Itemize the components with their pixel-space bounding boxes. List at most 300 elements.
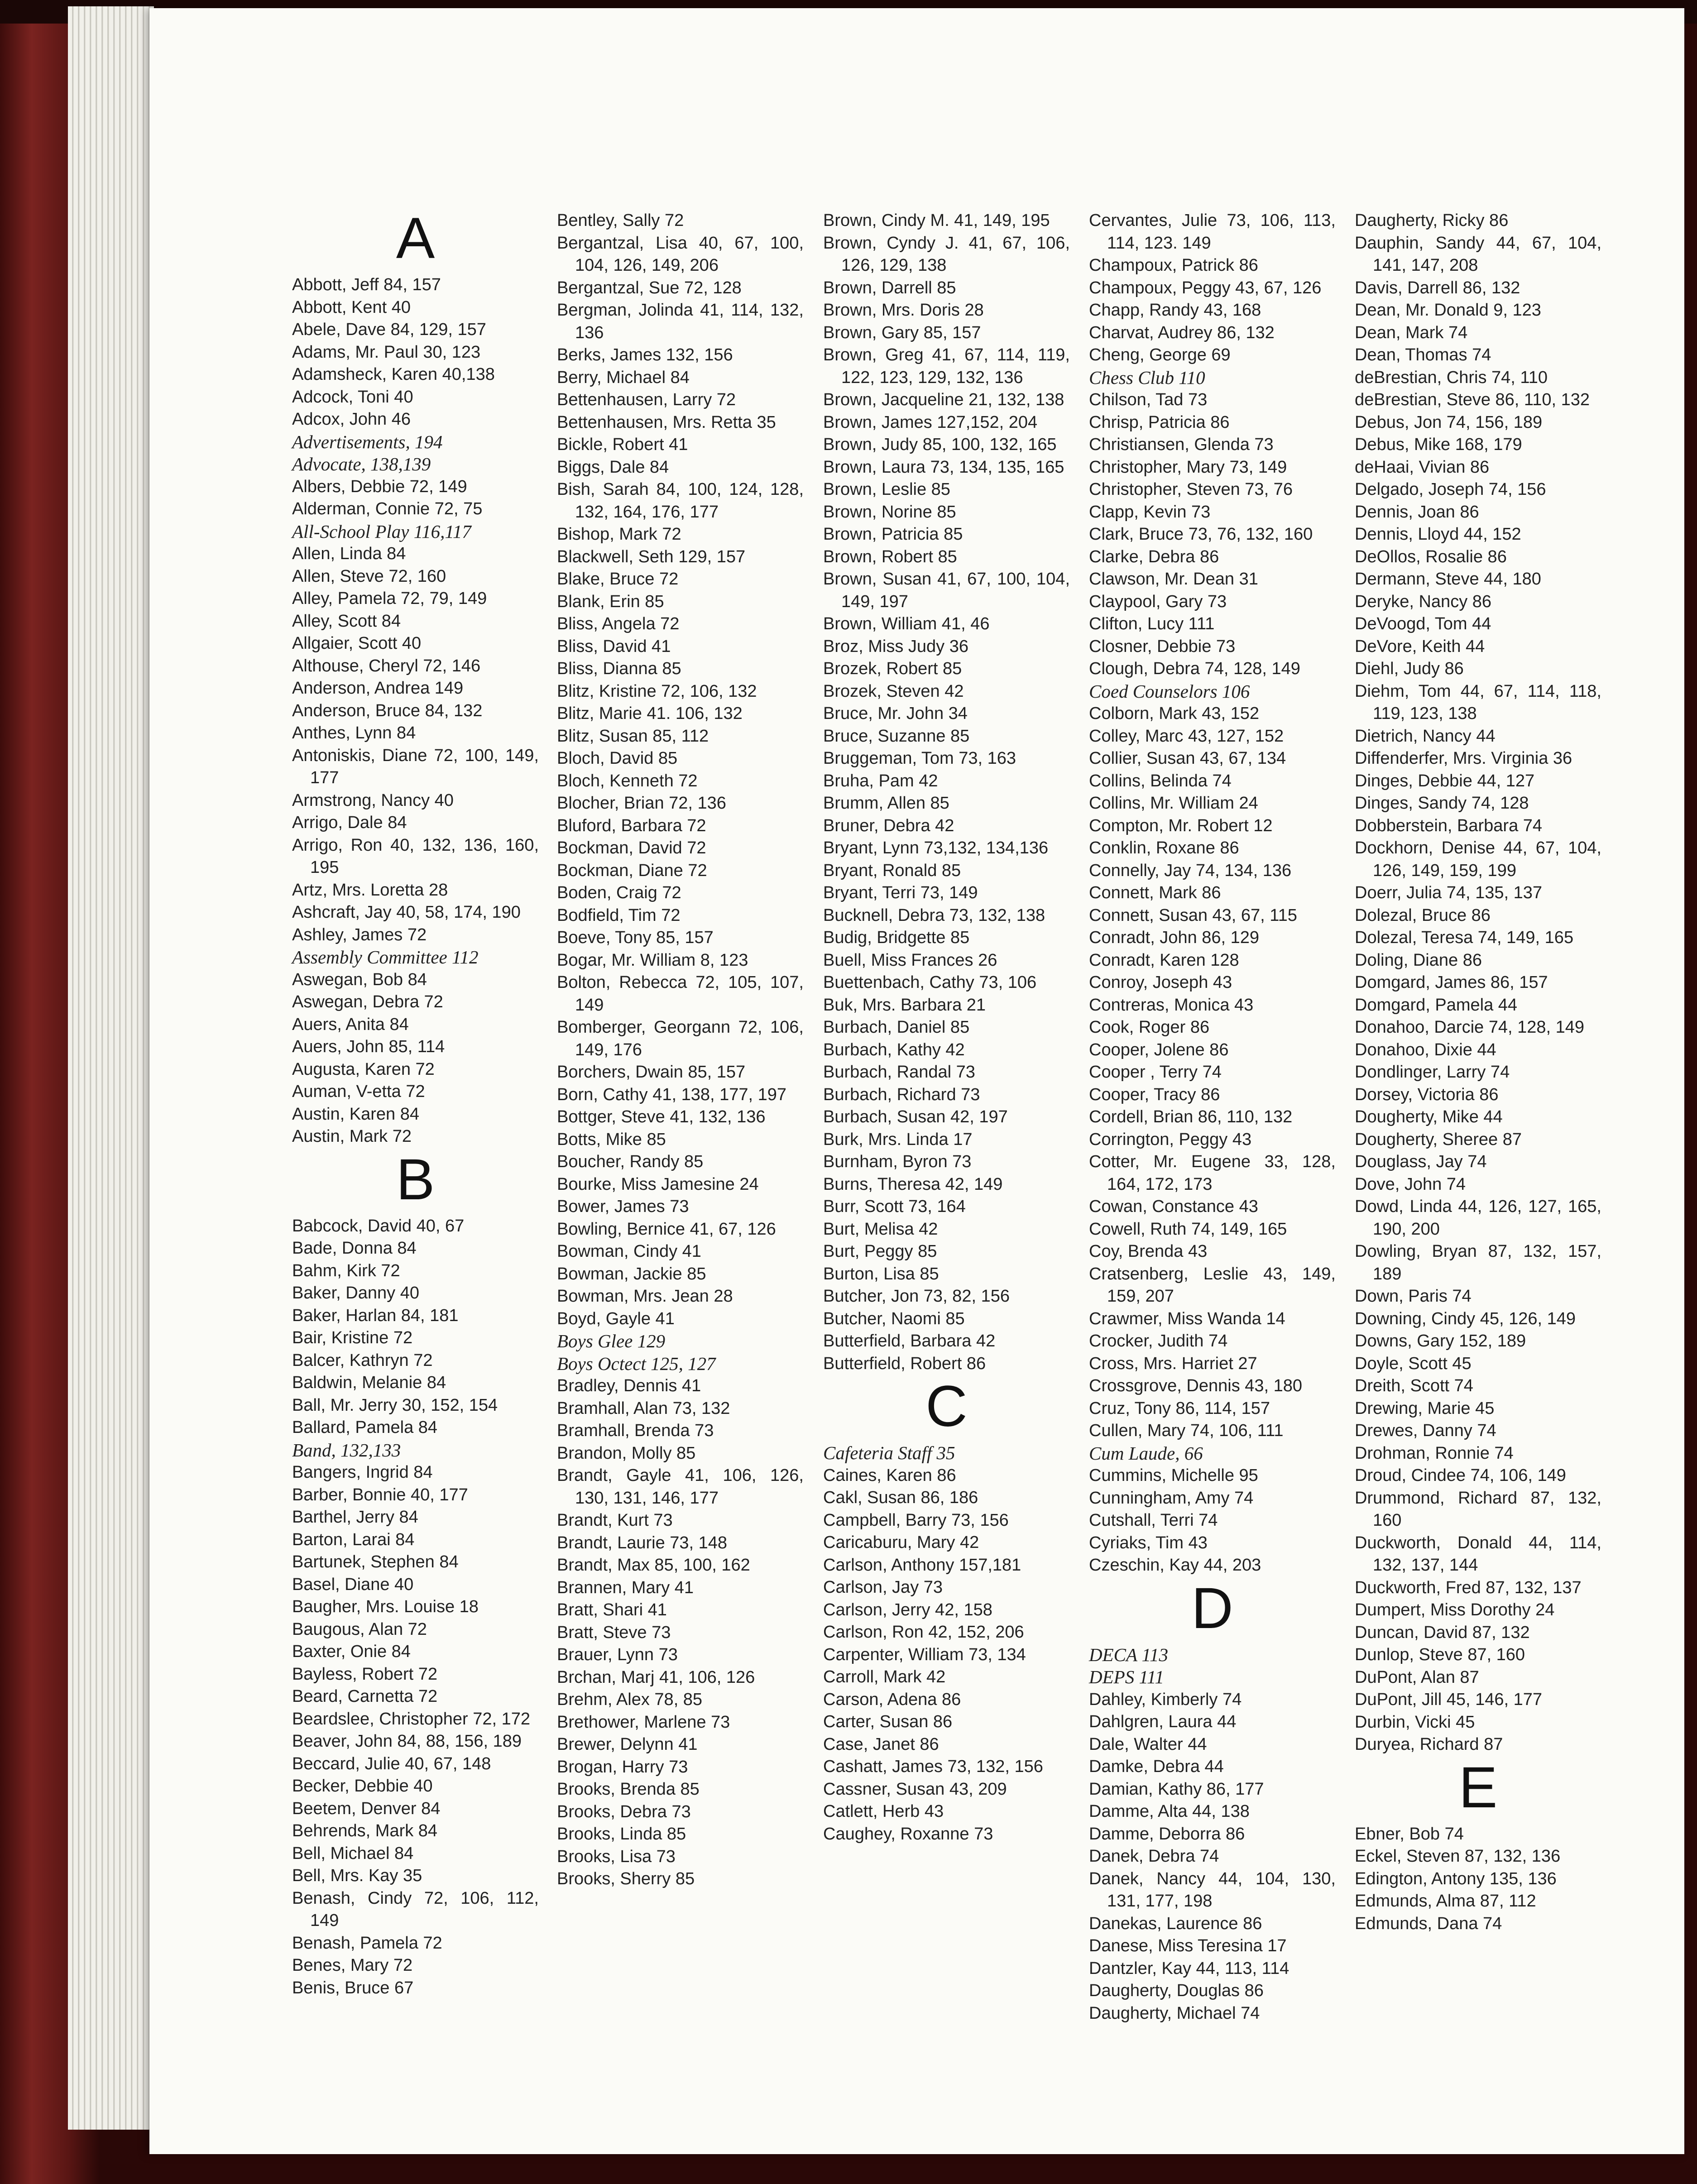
index-entry: Carter, Susan 86 xyxy=(823,1712,953,1731)
index-entry: DeVore, Keith 44 xyxy=(1355,637,1485,656)
index-entry: Daugherty, Michael 74 xyxy=(1089,2003,1260,2023)
index-entry: Beetem, Denver 84 xyxy=(292,1799,441,1818)
index-entry: Eckel, Steven 87, 132, 136 xyxy=(1355,1847,1561,1866)
index-entry: Baker, Danny 40 xyxy=(292,1284,419,1303)
index-entry: Case, Janet 86 xyxy=(823,1734,939,1754)
index-entry: Drummond, Richard 87, 132, 160 xyxy=(1355,1488,1601,1530)
index-entry: Brooks, Brenda 85 xyxy=(557,1780,700,1799)
index-entry-activity: Boys Glee 129 xyxy=(557,1331,666,1351)
index-columns xyxy=(149,8,1684,2154)
index-entry: Blank, Erin 85 xyxy=(557,592,664,611)
index-entry-activity: Chess Club 110 xyxy=(1089,367,1205,388)
index-entry: Beccard, Julie 40, 67, 148 xyxy=(292,1754,491,1773)
index-entry: Down, Paris 74 xyxy=(1355,1287,1472,1306)
index-entry-activity: Boys Octect 125, 127 xyxy=(557,1353,716,1374)
index-entry: Boyd, Gayle 41 xyxy=(557,1309,675,1328)
index-entry: Brown, Cyndy J. 41, 67, 106, 126, 129, 138 xyxy=(823,233,1070,275)
index-entry: Brown, Darrell 85 xyxy=(823,278,956,297)
index-entry: Dorsey, Victoria 86 xyxy=(1355,1085,1499,1104)
index-entry: Compton, Mr. Robert 12 xyxy=(1089,816,1273,835)
index-entry: Carroll, Mark 42 xyxy=(823,1667,946,1686)
index-entry: Bowman, Mrs. Jean 28 xyxy=(557,1287,733,1306)
index-entry: Dahlgren, Laura 44 xyxy=(1089,1712,1237,1731)
index-entry: Butcher, Jon 73, 82, 156 xyxy=(823,1287,1010,1306)
index-entry: Boeve, Tony 85, 157 xyxy=(557,928,714,947)
index-entry: Duryea, Richard 87 xyxy=(1355,1735,1503,1754)
index-column-1 xyxy=(292,206,539,1999)
index-entry: Cooper, Tracy 86 xyxy=(1089,1085,1220,1104)
index-entry: Aswegan, Debra 72 xyxy=(292,992,443,1011)
yearbook-index-page xyxy=(149,8,1684,2154)
index-entry: Bliss, Dianna 85 xyxy=(557,659,681,678)
index-entry: Bryant, Ronald 85 xyxy=(823,861,961,880)
index-entry: Barber, Bonnie 40, 177 xyxy=(292,1485,468,1504)
index-entry: Douglass, Jay 74 xyxy=(1355,1152,1487,1171)
index-entry-activity: Assembly Committee 112 xyxy=(292,947,479,967)
index-entry: Auers, Anita 84 xyxy=(292,1015,409,1034)
index-entry: Babcock, David 40, 67 xyxy=(292,1216,465,1236)
index-entry: Bish, Sarah 84, 100, 124, 128, 132, 164, 176, 177 xyxy=(557,480,804,522)
index-entry: Clapp, Kevin 73 xyxy=(1089,502,1211,522)
index-entry: Debus, Mike 168, 179 xyxy=(1355,435,1522,454)
index-entry: Burr, Scott 73, 164 xyxy=(823,1197,966,1216)
index-entry: Augusta, Karen 72 xyxy=(292,1059,435,1079)
index-entry: Bair, Kristine 72 xyxy=(292,1328,413,1347)
index-entry: Brandon, Molly 85 xyxy=(557,1443,696,1463)
index-entry: Clarke, Debra 86 xyxy=(1089,547,1219,566)
index-entry: Adcox, John 46 xyxy=(292,410,411,429)
index-entry: Clough, Debra 74, 128, 149 xyxy=(1089,659,1300,678)
index-entry: Cummins, Michelle 95 xyxy=(1089,1466,1258,1485)
index-entry: Burton, Lisa 85 xyxy=(823,1264,939,1284)
index-entry: Arrigo, Dale 84 xyxy=(292,813,407,832)
index-entry: Basel, Diane 40 xyxy=(292,1575,414,1594)
index-entry: Collier, Susan 43, 67, 134 xyxy=(1089,749,1286,768)
index-entry: Bower, James 73 xyxy=(557,1197,689,1216)
index-entry: Cooper, Jolene 86 xyxy=(1089,1040,1229,1059)
index-entry: Dauphin, Sandy 44, 67, 104, 141, 147, 208 xyxy=(1355,233,1601,275)
index-entry: Droud, Cindee 74, 106, 149 xyxy=(1355,1466,1566,1485)
index-entry: Blackwell, Seth 129, 157 xyxy=(557,547,746,566)
index-entry-activity: DECA 113 xyxy=(1089,1644,1169,1665)
index-entry: Caricaburu, Mary 42 xyxy=(823,1533,979,1552)
index-entry: Berry, Michael 84 xyxy=(557,368,690,387)
index-entry: Ballard, Pamela 84 xyxy=(292,1418,438,1437)
index-entry: deHaai, Vivian 86 xyxy=(1355,457,1490,477)
index-entry: Bergantzal, Sue 72, 128 xyxy=(557,278,742,297)
index-entry: Auman, V-etta 72 xyxy=(292,1082,425,1101)
index-entry: Domgard, Pamela 44 xyxy=(1355,995,1518,1015)
index-entry: Bruce, Mr. John 34 xyxy=(823,704,968,723)
index-entry: Clawson, Mr. Dean 31 xyxy=(1089,570,1258,589)
index-entry: Brown, Patricia 85 xyxy=(823,525,963,544)
index-entry: Burt, Melisa 42 xyxy=(823,1219,938,1239)
index-entry: Dennis, Joan 86 xyxy=(1355,502,1479,522)
section-letter: A xyxy=(396,206,435,271)
index-entry: Brown, Norine 85 xyxy=(823,502,956,522)
index-entry: Cyriaks, Tim 43 xyxy=(1089,1533,1208,1552)
index-entry: Bartunek, Stephen 84 xyxy=(292,1552,459,1571)
index-entry: Dumpert, Miss Dorothy 24 xyxy=(1355,1600,1555,1619)
index-entry-activity: Advertisements, 194 xyxy=(292,431,443,452)
index-entry: Dennis, Lloyd 44, 152 xyxy=(1355,525,1521,544)
index-column-2 xyxy=(557,210,804,1891)
index-entry: Bourke, Miss Jamesine 24 xyxy=(557,1174,759,1194)
index-entry: Behrends, Mark 84 xyxy=(292,1821,438,1840)
index-entry: Cowell, Ruth 74, 149, 165 xyxy=(1089,1219,1287,1239)
index-entry: Cervantes, Julie 73, 106, 113, 114, 123. 149 xyxy=(1089,211,1336,253)
index-entry: Beaver, John 84, 88, 156, 189 xyxy=(292,1732,522,1751)
index-entry: Dowling, Bryan 87, 132, 157, 189 xyxy=(1355,1242,1601,1284)
index-entry: Blitz, Susan 85, 112 xyxy=(557,726,709,746)
index-entry: Cheng, George 69 xyxy=(1089,345,1231,364)
index-entry: Dean, Mr. Donald 9, 123 xyxy=(1355,301,1541,320)
index-entry: Brauer, Lynn 73 xyxy=(557,1645,678,1664)
index-entry: Dinges, Sandy 74, 128 xyxy=(1355,794,1529,813)
index-entry: Connelly, Jay 74, 134, 136 xyxy=(1089,861,1292,880)
index-entry: Coy, Brenda 43 xyxy=(1089,1242,1208,1261)
index-entry: Abele, Dave 84, 129, 157 xyxy=(292,320,486,339)
index-entry: Danese, Miss Teresina 17 xyxy=(1089,1936,1287,1955)
index-entry: Baldwin, Melanie 84 xyxy=(292,1373,446,1392)
index-entry: Bockman, Diane 72 xyxy=(557,861,707,880)
index-entry: Bickle, Robert 41 xyxy=(557,435,688,454)
index-entry: Cutshall, Terri 74 xyxy=(1089,1511,1218,1530)
index-entry: Boden, Craig 72 xyxy=(557,883,681,902)
index-entry: Alley, Scott 84 xyxy=(292,611,401,631)
index-entry: Artz, Mrs. Loretta 28 xyxy=(292,880,448,900)
index-entry: Bloch, Kenneth 72 xyxy=(557,771,698,790)
index-entry: Adams, Mr. Paul 30, 123 xyxy=(292,342,481,362)
index-entry: Durbin, Vicki 45 xyxy=(1355,1712,1475,1732)
index-entry: Baugher, Mrs. Louise 18 xyxy=(292,1597,479,1616)
index-entry: Burk, Mrs. Linda 17 xyxy=(823,1130,973,1149)
index-entry: Danek, Nancy 44, 104, 130, 131, 177, 198 xyxy=(1089,1869,1336,1911)
index-entry: Broz, Miss Judy 36 xyxy=(823,637,968,656)
index-entry: Ashcraft, Jay 40, 58, 174, 190 xyxy=(292,903,521,922)
index-entry: Carlson, Anthony 157,181 xyxy=(823,1555,1021,1575)
index-column-4 xyxy=(1089,210,1336,2025)
index-entry: Bergantzal, Lisa 40, 67, 100, 104, 126, 149, 206 xyxy=(557,233,804,275)
index-entry: Christopher, Mary 73, 149 xyxy=(1089,457,1287,477)
index-entry: Damme, Alta 44, 138 xyxy=(1089,1802,1250,1821)
index-entry: Cassner, Susan 43, 209 xyxy=(823,1779,1007,1799)
index-entry: Collins, Belinda 74 xyxy=(1089,771,1232,790)
index-entry: Brown, Gary 85, 157 xyxy=(823,323,981,342)
index-entry: DeVoogd, Tom 44 xyxy=(1355,614,1491,633)
index-entry: Bruce, Suzanne 85 xyxy=(823,726,970,746)
index-entry: Brown, Cindy M. 41, 149, 195 xyxy=(823,211,1050,230)
index-entry: Daugherty, Ricky 86 xyxy=(1355,211,1509,230)
index-entry: Borchers, Dwain 85, 157 xyxy=(557,1063,746,1082)
index-entry: Czeschin, Kay 44, 203 xyxy=(1089,1556,1261,1575)
index-entry: Bade, Donna 84 xyxy=(292,1239,417,1258)
index-entry: Carlson, Jerry 42, 158 xyxy=(823,1600,992,1619)
index-entry: Carpenter, William 73, 134 xyxy=(823,1645,1026,1664)
index-entry: Bloch, David 85 xyxy=(557,749,678,768)
index-entry: Catlett, Herb 43 xyxy=(823,1802,944,1821)
index-entry-activity: Cum Laude, 66 xyxy=(1089,1442,1203,1464)
index-entry: Clifton, Lucy 111 xyxy=(1089,614,1215,633)
index-entry: Burnham, Byron 73 xyxy=(823,1152,972,1171)
index-entry: Brethower, Marlene 73 xyxy=(557,1712,730,1732)
index-entry: Davis, Darrell 86, 132 xyxy=(1355,278,1520,297)
index-entry: Doling, Diane 86 xyxy=(1355,950,1482,970)
index-entry: Brown, Robert 85 xyxy=(823,547,957,566)
index-entry: Burbach, Kathy 42 xyxy=(823,1040,965,1059)
index-entry: Dietrich, Nancy 44 xyxy=(1355,726,1496,746)
section-letter: C xyxy=(925,1374,968,1439)
index-entry: Carlson, Ron 42, 152, 206 xyxy=(823,1623,1024,1642)
index-entry: Allgaier, Scott 40 xyxy=(292,634,422,653)
index-entry: Ashley, James 72 xyxy=(292,925,427,944)
index-entry: Abbott, Kent 40 xyxy=(292,297,411,317)
index-entry: Alderman, Connie 72, 75 xyxy=(292,499,483,518)
index-entry: Benash, Cindy 72, 106, 112, 149 xyxy=(292,1888,539,1930)
index-entry: Bodfield, Tim 72 xyxy=(557,905,681,925)
index-entry: Cross, Mrs. Harriet 27 xyxy=(1089,1354,1257,1373)
index-entry: Duncan, David 87, 132 xyxy=(1355,1623,1530,1642)
index-entry: deBrestian, Chris 74, 110 xyxy=(1355,368,1548,387)
index-entry: Bottger, Steve 41, 132, 136 xyxy=(557,1107,766,1126)
index-entry-activity: All-School Play 116,117 xyxy=(292,521,471,542)
index-entry: Brandt, Laurie 73, 148 xyxy=(557,1533,728,1552)
index-entry: DuPont, Jill 45, 146, 177 xyxy=(1355,1690,1543,1709)
index-entry: Bramhall, Brenda 73 xyxy=(557,1421,714,1440)
index-entry: Blitz, Kristine 72, 106, 132 xyxy=(557,681,757,701)
index-entry: Brandt, Max 85, 100, 162 xyxy=(557,1556,750,1575)
index-entry: Brooks, Debra 73 xyxy=(557,1802,691,1821)
index-entry: Bishop, Mark 72 xyxy=(557,525,681,544)
index-entry: Biggs, Dale 84 xyxy=(557,457,669,477)
section-letter: E xyxy=(1458,1755,1498,1820)
index-entry: Dockhorn, Denise 44, 67, 104, 126, 149, 159, 199 xyxy=(1355,838,1601,880)
index-entry: Dowd, Linda 44, 126, 127, 165, 190, 200 xyxy=(1355,1197,1601,1239)
index-entry: Diffenderfer, Mrs. Virginia 36 xyxy=(1355,749,1572,768)
index-entry: Domgard, James 86, 157 xyxy=(1355,973,1548,992)
index-entry: Drewes, Danny 74 xyxy=(1355,1421,1496,1440)
index-entry: Bramhall, Alan 73, 132 xyxy=(557,1399,730,1418)
index-entry: Deryke, Nancy 86 xyxy=(1355,592,1492,611)
index-entry: Brozek, Steven 42 xyxy=(823,681,964,701)
index-entry: Edmunds, Dana 74 xyxy=(1355,1914,1502,1933)
index-entry: Butterfield, Robert 86 xyxy=(823,1354,986,1373)
index-entry: Cakl, Susan 86, 186 xyxy=(823,1488,978,1507)
index-entry: Brewer, Delynn 41 xyxy=(557,1735,698,1754)
index-entry: Brown, Mrs. Doris 28 xyxy=(823,301,984,320)
index-entry: Doyle, Scott 45 xyxy=(1355,1354,1472,1373)
index-entry: Budig, Bridgette 85 xyxy=(823,928,970,947)
index-entry: Closner, Debbie 73 xyxy=(1089,637,1236,656)
index-entry: Campbell, Barry 73, 156 xyxy=(823,1510,1009,1530)
index-entry: Dermann, Steve 44, 180 xyxy=(1355,570,1541,589)
index-entry: Buettenbach, Cathy 73, 106 xyxy=(823,973,1037,992)
index-entry: Armstrong, Nancy 40 xyxy=(292,790,454,810)
index-entry: Dolezal, Teresa 74, 149, 165 xyxy=(1355,928,1574,947)
index-entry: Barton, Larai 84 xyxy=(292,1530,415,1549)
index-entry: Burbach, Randal 73 xyxy=(823,1063,975,1082)
index-entry: Danekas, Laurence 86 xyxy=(1089,1914,1262,1933)
index-entry: Diehm, Tom 44, 67, 114, 118, 119, 123, 138 xyxy=(1355,681,1601,723)
index-entry: Chrisp, Patricia 86 xyxy=(1089,412,1230,432)
index-entry: Brown, Susan 41, 67, 100, 104, 149, 197 xyxy=(823,570,1070,611)
index-entry: Althouse, Cheryl 72, 146 xyxy=(292,656,481,675)
index-entry: Contreras, Monica 43 xyxy=(1089,995,1254,1015)
index-entry: Bentley, Sally 72 xyxy=(557,211,684,230)
index-entry: Dantzler, Kay 44, 113, 114 xyxy=(1089,1959,1290,1978)
index-entry: Born, Cathy 41, 138, 177, 197 xyxy=(557,1085,787,1104)
index-entry: Colley, Marc 43, 127, 152 xyxy=(1089,726,1284,746)
index-entry: Ebner, Bob 74 xyxy=(1355,1824,1464,1844)
index-entry: Crocker, Judith 74 xyxy=(1089,1331,1228,1351)
index-entry: Bergman, Jolinda 41, 114, 132, 136 xyxy=(557,301,804,342)
index-entry: Antoniskis, Diane 72, 100, 149, 177 xyxy=(292,746,539,787)
index-entry: Cruz, Tony 86, 114, 157 xyxy=(1089,1399,1270,1418)
index-entry: deBrestian, Steve 86, 110, 132 xyxy=(1355,390,1590,409)
index-entry: Claypool, Gary 73 xyxy=(1089,592,1227,611)
index-entry: Drewing, Marie 45 xyxy=(1355,1399,1495,1418)
index-entry: Bruha, Pam 42 xyxy=(823,771,938,790)
index-entry: Downs, Gary 152, 189 xyxy=(1355,1331,1526,1351)
index-entry: Burt, Peggy 85 xyxy=(823,1242,937,1261)
index-entry: Blake, Bruce 72 xyxy=(557,570,679,589)
index-entry: Donahoo, Dixie 44 xyxy=(1355,1040,1496,1059)
index-entry: Brehm, Alex 78, 85 xyxy=(557,1690,703,1709)
index-entry: Clark, Bruce 73, 76, 132, 160 xyxy=(1089,525,1313,544)
index-entry: Arrigo, Ron 40, 132, 136, 160, 195 xyxy=(292,835,539,877)
index-entry: Bliss, David 41 xyxy=(557,637,671,656)
index-entry: Conradt, John 86, 129 xyxy=(1089,928,1260,947)
index-entry: Blocher, Brian 72, 136 xyxy=(557,794,726,813)
index-entry: Caughey, Roxanne 73 xyxy=(823,1824,993,1844)
index-entry: Buk, Mrs. Barbara 21 xyxy=(823,995,986,1015)
index-entry: Bayless, Robert 72 xyxy=(292,1664,438,1684)
index-entry: Champoux, Patrick 86 xyxy=(1089,256,1258,275)
index-entry: Dinges, Debbie 44, 127 xyxy=(1355,771,1535,790)
index-entry: Burbach, Susan 42, 197 xyxy=(823,1107,1008,1126)
index-entry: Brooks, Sherry 85 xyxy=(557,1869,695,1888)
index-entry: Butcher, Naomi 85 xyxy=(823,1309,965,1328)
index-entry: Cashatt, James 73, 132, 156 xyxy=(823,1757,1043,1776)
index-entry: Bolton, Rebecca 72, 105, 107, 149 xyxy=(557,973,804,1015)
index-entry: Abbott, Jeff 84, 157 xyxy=(292,275,441,294)
index-entry: Cotter, Mr. Eugene 33, 128, 164, 172, 173 xyxy=(1089,1152,1336,1194)
index-entry: Duckworth, Donald 44, 114, 132, 137, 144 xyxy=(1355,1533,1601,1575)
index-entry: Burbach, Daniel 85 xyxy=(823,1018,970,1037)
index-entry: Charvat, Audrey 86, 132 xyxy=(1089,323,1275,342)
index-entry: Bradley, Dennis 41 xyxy=(557,1376,701,1395)
index-entry: Benis, Bruce 67 xyxy=(292,1978,414,1997)
index-entry: Cook, Roger 86 xyxy=(1089,1018,1210,1037)
index-entry: Bliss, Angela 72 xyxy=(557,614,680,633)
index-entry: Corrington, Peggy 43 xyxy=(1089,1130,1252,1149)
index-entry: Edmunds, Alma 87, 112 xyxy=(1355,1892,1536,1911)
index-entry: Beardslee, Christopher 72, 172 xyxy=(292,1709,530,1729)
index-entry: Chilson, Tad 73 xyxy=(1089,390,1208,409)
index-entry: Damian, Kathy 86, 177 xyxy=(1089,1779,1264,1799)
index-entry: Downing, Cindy 45, 126, 149 xyxy=(1355,1309,1576,1328)
index-entry: Delgado, Joseph 74, 156 xyxy=(1355,480,1546,499)
index-entry: Brogan, Harry 73 xyxy=(557,1757,688,1777)
index-entry: Brozek, Robert 85 xyxy=(823,659,962,678)
index-entry: Burbach, Richard 73 xyxy=(823,1085,980,1104)
index-entry: Colborn, Mark 43, 152 xyxy=(1089,704,1259,723)
index-entry: Ball, Mr. Jerry 30, 152, 154 xyxy=(292,1395,498,1415)
index-entry: Damme, Deborra 86 xyxy=(1089,1824,1245,1844)
index-entry: Danek, Debra 74 xyxy=(1089,1847,1219,1866)
index-entry: Adamsheck, Karen 40,138 xyxy=(292,365,495,384)
index-entry: Brchan, Marj 41, 106, 126 xyxy=(557,1667,755,1687)
index-entry: Brooks, Lisa 73 xyxy=(557,1847,676,1866)
index-entry: Alley, Pamela 72, 79, 149 xyxy=(292,589,487,608)
index-entry: Crawmer, Miss Wanda 14 xyxy=(1089,1309,1285,1328)
index-entry: Brown, William 41, 46 xyxy=(823,614,990,633)
index-entry: Blitz, Marie 41. 106, 132 xyxy=(557,704,743,723)
index-entry: Bratt, Steve 73 xyxy=(557,1623,671,1642)
index-entry: Bryant, Lynn 73,132, 134,136 xyxy=(823,838,1049,857)
index-entry: Bruner, Debra 42 xyxy=(823,816,954,835)
index-entry: DuPont, Alan 87 xyxy=(1355,1667,1479,1687)
index-entry: Debus, Jon 74, 156, 189 xyxy=(1355,412,1543,432)
index-entry: Conklin, Roxane 86 xyxy=(1089,838,1239,857)
index-entry: Bowman, Cindy 41 xyxy=(557,1242,701,1261)
index-entry: Doerr, Julia 74, 135, 137 xyxy=(1355,883,1543,902)
index-entry: Christiansen, Glenda 73 xyxy=(1089,435,1274,454)
index-entry: Damke, Debra 44 xyxy=(1089,1757,1224,1776)
index-entry: Anderson, Bruce 84, 132 xyxy=(292,701,483,720)
index-entry: Bell, Michael 84 xyxy=(292,1844,414,1863)
index-entry: Bowling, Bernice 41, 67, 126 xyxy=(557,1219,776,1239)
index-entry: Brandt, Kurt 73 xyxy=(557,1511,673,1530)
index-entry: Bogar, Mr. William 8, 123 xyxy=(557,950,748,970)
index-entry: Brooks, Linda 85 xyxy=(557,1825,686,1844)
index-entry: Daugherty, Douglas 86 xyxy=(1089,1981,1264,2000)
index-entry: Austin, Karen 84 xyxy=(292,1104,419,1124)
index-entry: Collins, Mr. William 24 xyxy=(1089,794,1258,813)
index-entry: Berks, James 132, 156 xyxy=(557,345,733,364)
index-entry: Edington, Antony 135, 136 xyxy=(1355,1869,1557,1888)
index-entry: Dove, John 74 xyxy=(1355,1174,1466,1194)
index-entry: Carson, Adena 86 xyxy=(823,1690,961,1709)
index-entry-activity: Cafeteria Staff 35 xyxy=(823,1442,955,1463)
index-entry: Crossgrove, Dennis 43, 180 xyxy=(1089,1376,1303,1395)
index-entry: Bell, Mrs. Kay 35 xyxy=(292,1866,422,1885)
index-column-3 xyxy=(823,210,1070,1845)
index-entry: Brown, Jacqueline 21, 132, 138 xyxy=(823,390,1064,409)
index-entry: Brown, James 127,152, 204 xyxy=(823,412,1038,432)
index-entry: Cullen, Mary 74, 106, 111 xyxy=(1089,1421,1284,1440)
index-entry: Bockman, David 72 xyxy=(557,838,706,857)
index-entry: Brown, Judy 85, 100, 132, 165 xyxy=(823,435,1057,454)
index-entry: Brown, Greg 41, 67, 114, 119, 122, 123, 129, 132, 136 xyxy=(823,345,1070,387)
index-entry: Anderson, Andrea 149 xyxy=(292,679,464,698)
index-entry: Austin, Mark 72 xyxy=(292,1127,412,1146)
index-entry: Conroy, Joseph 43 xyxy=(1089,973,1232,992)
index-entry: Caines, Karen 86 xyxy=(823,1466,956,1485)
index-entry: Brannen, Mary 41 xyxy=(557,1578,694,1597)
index-entry: Baxter, Onie 84 xyxy=(292,1642,411,1661)
index-column-5 xyxy=(1355,210,1601,1935)
index-entry: Christopher, Steven 73, 76 xyxy=(1089,480,1293,499)
index-entry: Cordell, Brian 86, 110, 132 xyxy=(1089,1107,1293,1126)
index-entry: Bowman, Jackie 85 xyxy=(557,1264,706,1284)
index-entry: Bettenhausen, Mrs. Retta 35 xyxy=(557,412,776,432)
index-entry-activity: Coed Counselors 106 xyxy=(1089,680,1250,702)
page-edges xyxy=(68,6,154,2130)
index-entry: Dean, Thomas 74 xyxy=(1355,345,1491,364)
index-entry: Balcer, Kathryn 72 xyxy=(292,1351,433,1370)
index-entry: Carlson, Jay 73 xyxy=(823,1578,943,1597)
